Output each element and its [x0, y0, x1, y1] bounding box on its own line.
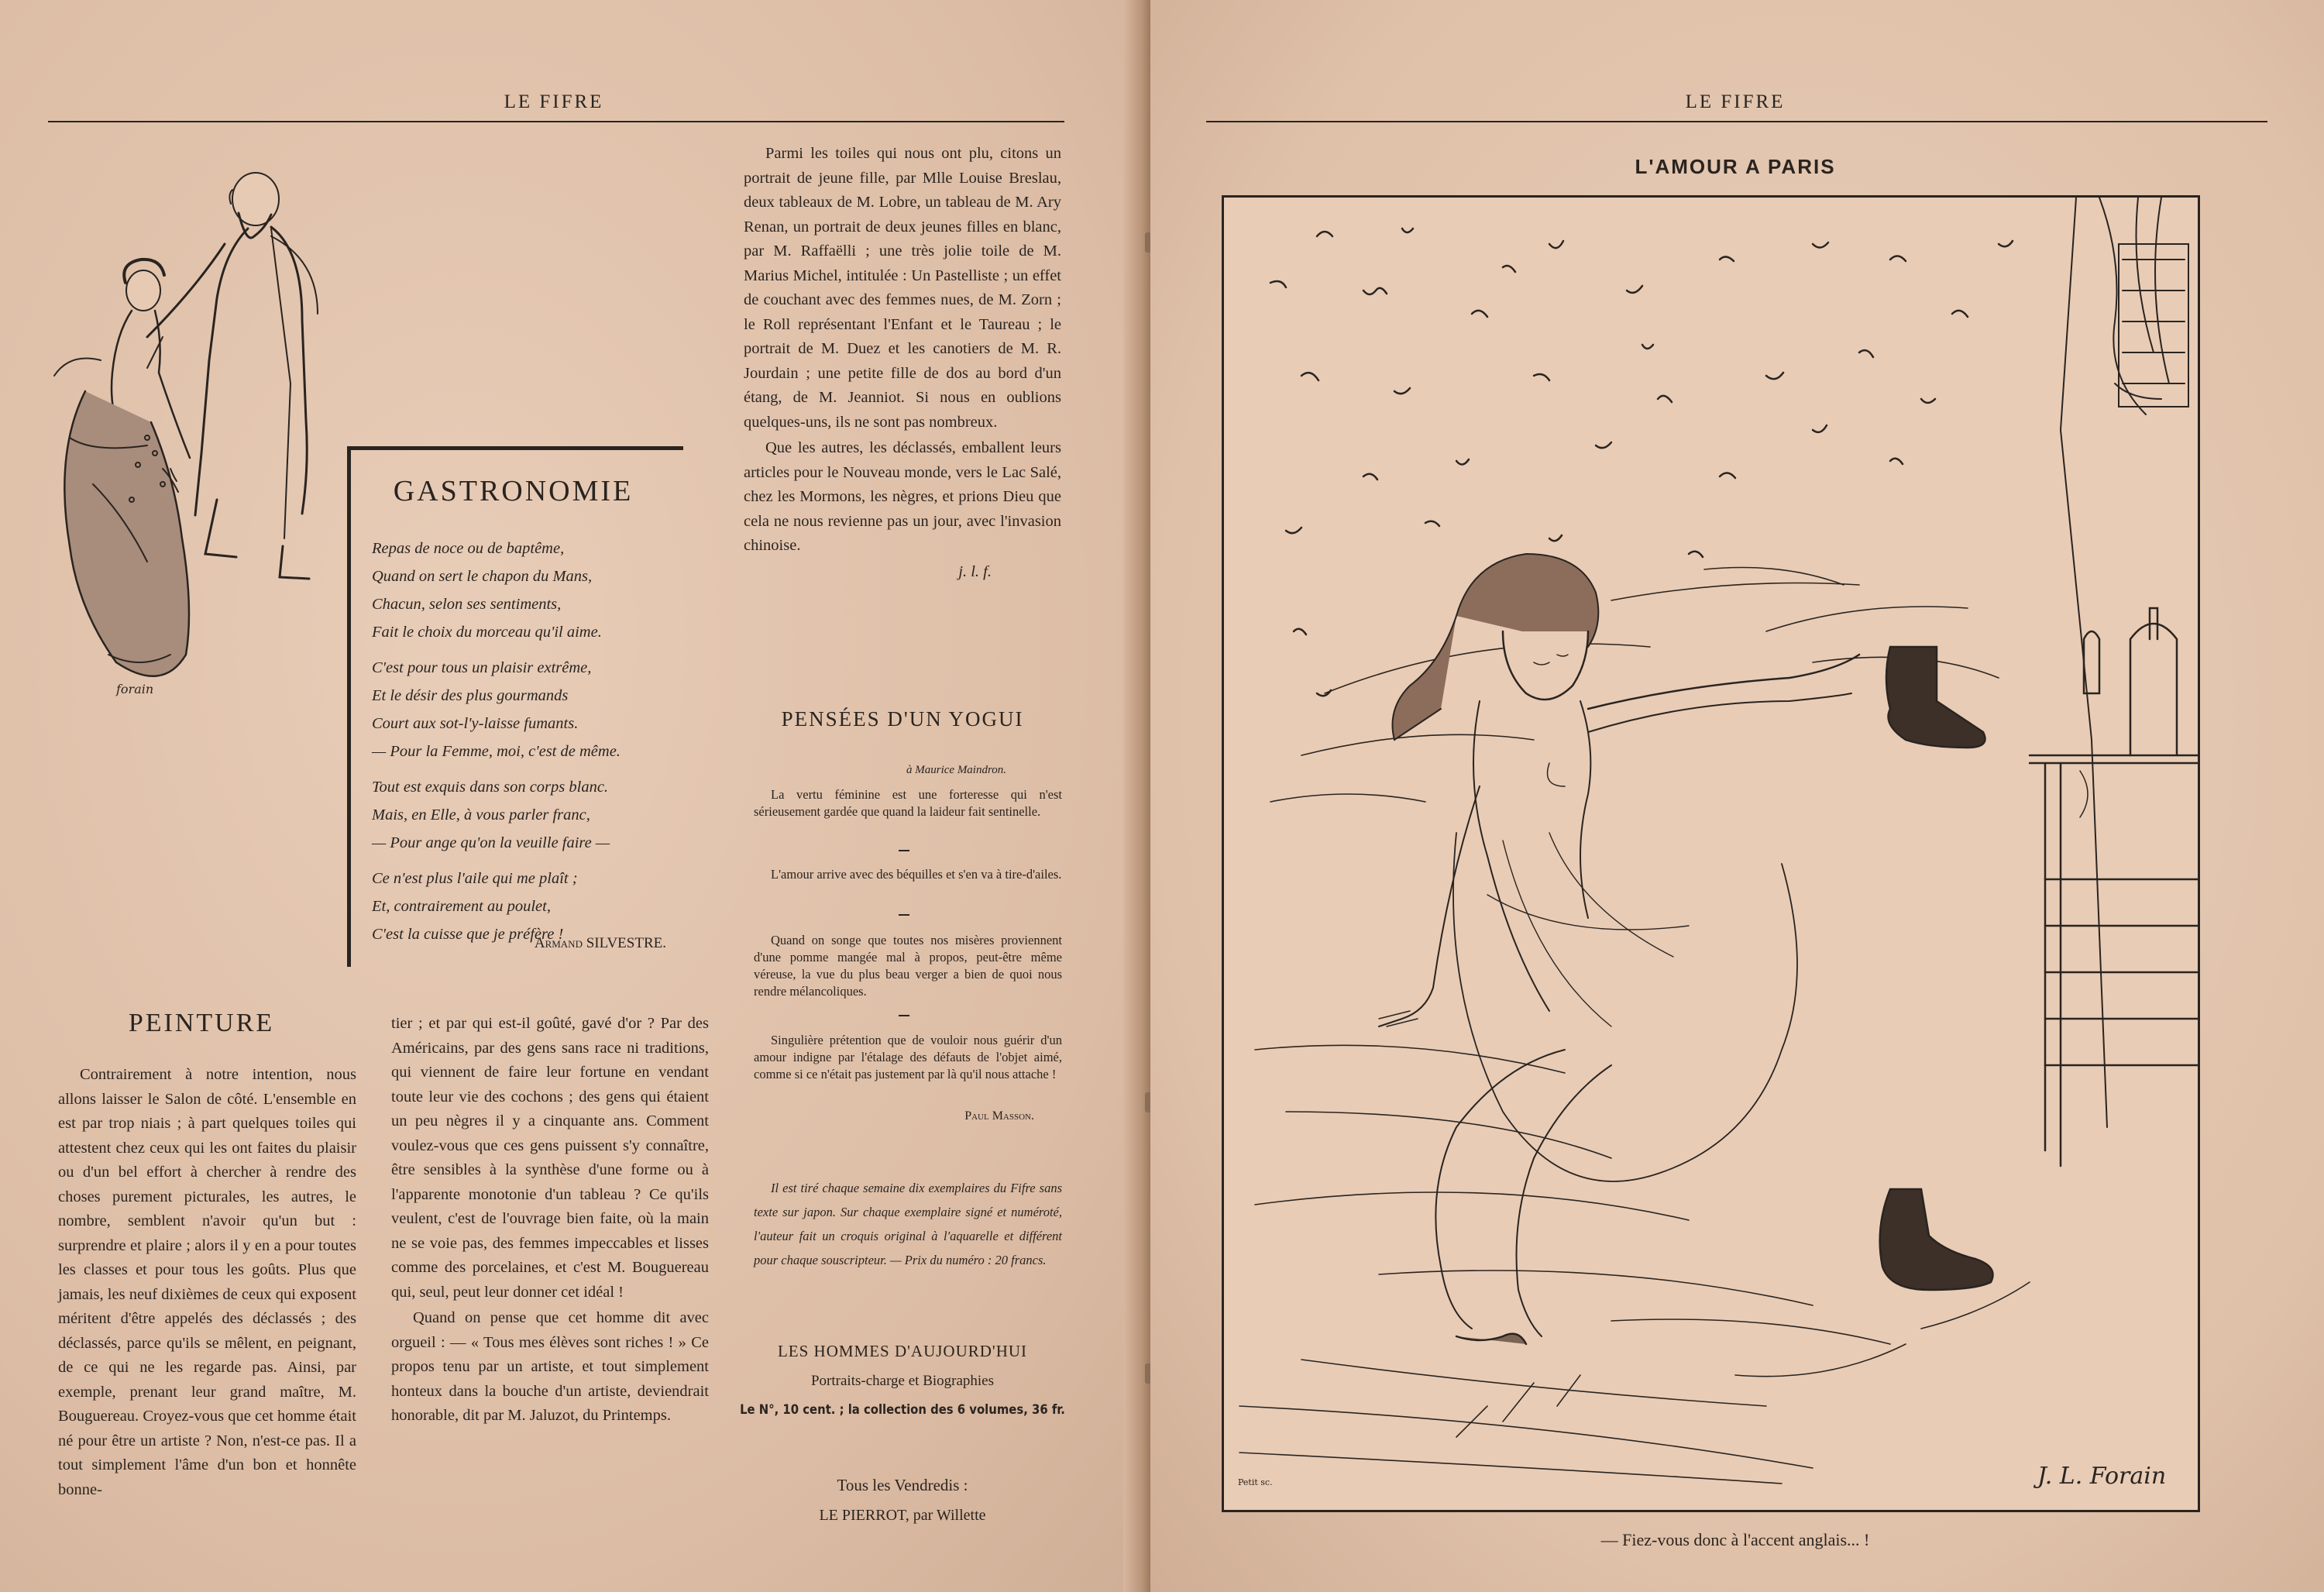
cartoon-title: L'AMOUR A PARIS: [1635, 155, 1836, 178]
poem-line: Mais, en Elle, à vous parler franc,: [372, 806, 590, 824]
pensees-signature: Paul Masson.: [964, 1109, 1034, 1123]
gastronomie-title: GASTRONOMIE: [393, 475, 634, 507]
ad-hommes-title: LES HOMMES D'AUJOURD'HUI: [777, 1342, 1028, 1360]
running-head-right: LE FIFRE: [1685, 91, 1786, 112]
sketch-signature: forain: [116, 682, 154, 696]
poem-line: Repas de noce ou de baptême,: [372, 540, 565, 557]
col3-para-2: Que les autres, les déclassés, emballent leurs articles pour le Nouveau monde, vers le Lac Salé, chez les Mormons, les nègres, et prions Dieu que cela ne nous revienne pas un jour, avec l'invasion chinoise.: [744, 439, 1061, 554]
gastronomie-poem: [372, 535, 666, 956]
cartoon-illustration-frame: [1222, 195, 2200, 1512]
pensee-item-1: La vertu féminine est une forteresse qui n'est sérieusement gardée que quand la laideur fait sentinelle.: [754, 787, 1062, 819]
poem-line: Et le désir des plus gourmands: [372, 687, 569, 704]
poem-stanza-1: [372, 535, 666, 646]
pensee-item-2: L'amour arrive avec des béquilles et s'en va à tire-d'ailes.: [771, 867, 1062, 882]
poem-line: — Pour ange qu'on la veuille faire —: [372, 834, 610, 851]
poem-line: Chacun, selon ses sentiments,: [372, 596, 562, 613]
poem-line: Et, contrairement au poulet,: [372, 898, 551, 915]
col3-signature: j. l. f.: [958, 562, 992, 580]
poem-line: Ce n'est plus l'aile qui me plaît ;: [372, 870, 578, 887]
peinture-col2-para-2: Quand on pense que cet homme dit avec orgueil : — « Tous mes élèves sont riches ! » Ce propos tenu par un artiste, et tout simplement honteux dans la bouche d'un artiste, deviendrait honorable, dit par M. Jaluzot, du Printemps.: [391, 1309, 709, 1424]
poem-line: C'est pour tous un plaisir extrême,: [372, 659, 592, 676]
header-rule-left: [48, 121, 1064, 122]
pensees-dedication: à Maurice Maindron.: [906, 764, 1007, 776]
poem-line: Court aux sot-l'y-laisse fumants.: [372, 715, 579, 732]
pensee-item-4: Singulière prétention que de vouloir nous guérir d'un amour indigne par l'étalage des défauts de l'objet aimé, comme si ce n'était pas justement par là qu'il nous attache !: [754, 1033, 1062, 1081]
ad-hommes-price: Le N°, 10 cent. ; la collection des 6 volumes, 36 fr.: [740, 1402, 1065, 1417]
poem-frame-left: [347, 446, 351, 967]
poem-frame-top: [347, 446, 683, 450]
printer-mark: Petit sc.: [1238, 1477, 1273, 1487]
ad-hommes-subtitle: Portraits-charge et Biographies: [810, 1373, 995, 1389]
peinture-column-2: [391, 1012, 709, 1430]
cartoon-caption: — Fiez-vous donc à l'accent anglais... !: [1600, 1530, 1870, 1549]
poem-line: Tout est exquis dans son corps blanc.: [372, 779, 609, 796]
peinture-title: PEINTURE: [128, 1009, 275, 1037]
ad-pierrot-line-1: Tous les Vendredis :: [837, 1476, 968, 1494]
col3-para-1: Parmi les toiles qui nous ont plu, citons un portrait de jeune fille, par Mlle Louise Breslau, deux tableaux de M. Lobre, un tableau de M. Ary Renan, un portrait de deux jeunes filles en blanc, par M. Raffaëlli ; une très jolie toile de M. Marius Michel, intitulée : Un Pastelliste ; un effet de couchant avec des femmes nues, de M. Zorn ; le Roll représentant l'Enfant et le Taureau ; le portrait de M. Duez et les canotiers de M. R. Jourdain ; une petite fille de dos au bord d'un étang, de M. Jeanniot. Si nous en oublions quelques-uns, ils ne sont pas nombreux.: [744, 145, 1061, 431]
peinture-col2-para-1: tier ; et par qui est-il goûté, gavé d'or ? Par des Américains, par des gens sans race ni traditions, qui viennent de faire leur fortune en vendant toute leur vie des cochons ; des gens qui étaient un peu nègres il y a cinquante ans. Comment voulez-vous que ces gens puissent s'y connaître, être sensibles à la synthèse d'une forme ou à l'apparente monotonie d'un tableau ? Ce qu'ils veulent, c'est de l'ouvrage bien faite, où la main ne se voie pas, des femmes impeccables et lisses comme des porcelaines, et c'est M. Bouguereau qui, seul, peut leur donner cet idéal !: [391, 1015, 709, 1301]
poem-line: C'est la cuisse que je préfère !: [372, 926, 564, 943]
pensee-item-3: Quand on songe que toutes nos misères proviennent d'une pomme mangée mal à propos, peut-être même véreuse, la vue du plus beau verger a bien de quoi nous rendre mélancoliques.: [754, 933, 1062, 999]
pensee-separator: [899, 850, 909, 851]
amour-a-paris-illustration: [1224, 198, 2198, 1510]
couple-sketch-illustration: [39, 159, 364, 724]
poem-stanza-2: [372, 654, 666, 765]
running-head-left: LE FIFRE: [504, 91, 604, 112]
pensees-title: PENSÉES D'UN YOGUI: [781, 707, 1024, 731]
header-rule-right: [1206, 121, 2267, 122]
poem-stanza-3: [372, 773, 666, 857]
poem-line: Quand on sert le chapon du Mans,: [372, 568, 593, 585]
ad-pierrot-line-2: LE PIERROT, par Willette: [819, 1507, 986, 1524]
poem-line: Fait le choix du morceau qu'il aime.: [372, 624, 602, 641]
poem-signature: Armand SILVESTRE.: [534, 935, 666, 951]
subscription-notice: Il est tiré chaque semaine dix exemplaires du Fifre sans texte sur japon. Sur chaque exemplaire signé et numéroté, l'auteur fait un croquis original à l'aquarelle et différent pour chaque souscripteur. — Prix du numéro : 20 francs.: [754, 1181, 1062, 1267]
left-page: [0, 0, 1150, 1592]
pensee-separator: [899, 1015, 909, 1016]
peinture-column-1: Contrairement à notre intention, nous allons laisser le Salon de côté. L'ensemble en est par trop niais ; à part quelques toiles qui attestent chez ceux qui les ont faites du plaisir ou d'un bel effort à chercher à rendre des choses purement picturales, les autres, le nombre, semblent n'avoir qu'un but : surprendre et plaire ; alors il y en a pour toutes les classes et pour tous les goûts. Plus que jamais, les neuf dixièmes de ceux qui exposent méritent d'être appelés des déclassés ; des déclassés, parce qu'ils se mêlent, en peignant, de ce qui ne les regarde pas. Ainsi, par exemple, prenant leur grand maître, M. Bouguereau. Croyez-vous que cet homme était né pour être un artiste ? Non, n'est-ce pas. Il a tout simplement l'âme d'un bon et honnête bonne-: [58, 1066, 356, 1498]
pensee-separator: [899, 914, 909, 916]
artist-signature: J. L. Forain: [2037, 1463, 2167, 1490]
poem-line: — Pour la Femme, moi, c'est de même.: [372, 743, 621, 760]
salon-column-3: [744, 142, 1061, 586]
